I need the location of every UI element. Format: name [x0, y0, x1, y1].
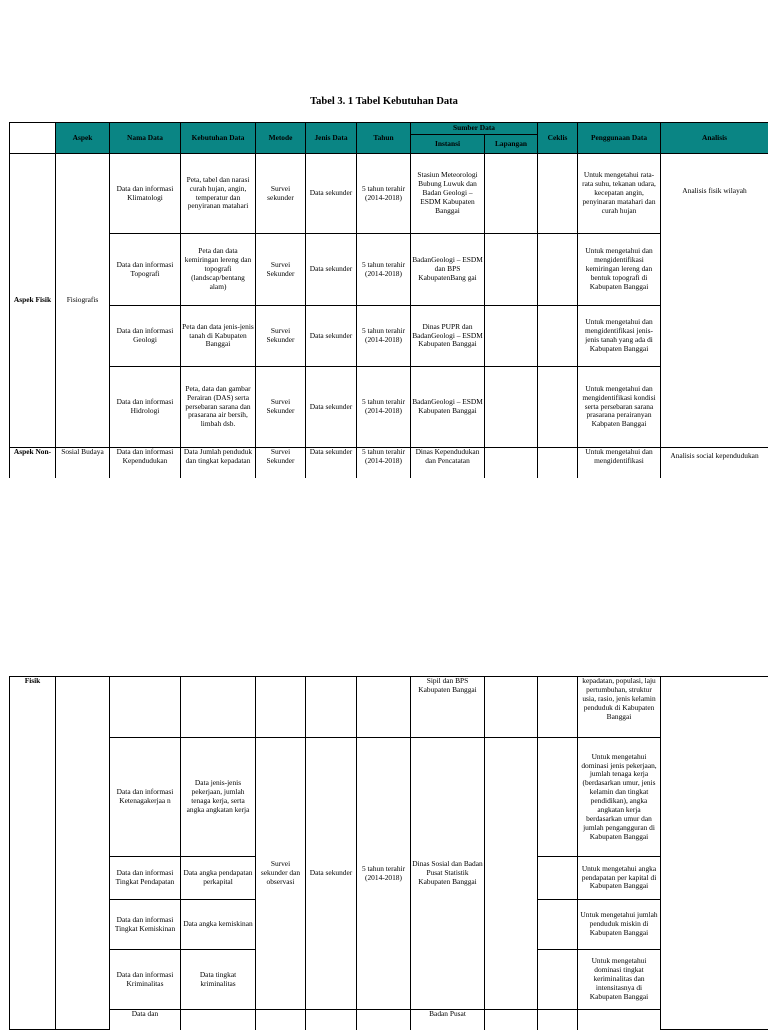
lapangan-cell	[485, 448, 538, 478]
table-title: Tabel 3. 1 Tabel Kebutuhan Data	[0, 96, 768, 107]
instansi-cell: Dinas PUPR dan BadanGeologi – ESDM Kabupaten Banggai	[411, 306, 485, 367]
header-kebutuhan-data: Kebutuhan Data	[181, 123, 256, 154]
aspek-fisik-cont-cell: Fisik	[10, 677, 56, 1030]
nama-data-cell: Data dan informasi Klimatologi	[110, 154, 181, 234]
jenis-data-cell: Data sekunder	[306, 306, 357, 367]
metode-cell: Survei Sekunder	[256, 306, 306, 367]
tahun-cell: 5 tahun terahir (2014-2018)	[357, 306, 411, 367]
analisis-cell	[661, 448, 768, 478]
tahun-cell	[357, 1010, 411, 1030]
nama-data-cell: Data dan informasi Geologi	[110, 306, 181, 367]
kebutuhan-data-cell	[181, 1010, 256, 1030]
analisis-cell	[661, 677, 768, 1030]
header-ceklis: Ceklis	[538, 123, 578, 154]
kebutuhan-data-cell: Peta, data dan gambar Perairan (DAS) serta persebaran sarana dan prasarana air bersih, limbah dsb.	[181, 367, 256, 448]
jenis-data-cell: Data sekunder	[306, 154, 357, 234]
kebutuhan-data-cell: Data angka pendapatan perkapital	[181, 857, 256, 900]
kebutuhan-data-cell: Data jenis-jenis pekerjaan, jumlah tenaga kerja, serta angka angkatan kerja	[181, 738, 256, 857]
ceklis-cell	[538, 154, 578, 234]
jenis-data-cell: Data sekunder	[306, 448, 357, 478]
kebutuhan-data-cell: Peta dan data kemiringan lereng dan topografi (landscap/bentang alam)	[181, 234, 256, 306]
header-lapangan: Lapangan	[485, 135, 538, 154]
tahun-cell	[357, 677, 411, 738]
penggunaan-cell: Untuk mengetahui angka pendapatan per kapital di Kabupaten Banggai	[578, 857, 661, 900]
header-jenis-data: Jenis Data	[306, 123, 357, 154]
header-blank	[10, 123, 56, 154]
jenis-data-cell	[306, 677, 357, 738]
data-needs-table-page2	[9, 676, 768, 1030]
metode-cell: Survei sekunder dan observasi	[256, 738, 306, 1010]
page-break-gap	[0, 482, 768, 672]
jenis-data-cell	[306, 1010, 357, 1030]
penggunaan-cell: Untuk mengetahui rata-rata suhu, tekanan udara, kecepatan angin, penyinaran matahari dan curah hujan	[578, 154, 661, 234]
nama-data-cell: Data dan	[110, 1010, 181, 1030]
tahun-cell: 5 tahun terahir (2014-2018)	[357, 738, 411, 1010]
metode-cell: Survei Sekunder	[256, 234, 306, 306]
penggunaan-cell: Untuk mengetahui dan mengidentifikasi	[578, 448, 661, 478]
lapangan-cell	[485, 738, 538, 1010]
ceklis-cell	[538, 900, 578, 950]
metode-cell: Survei Sekunder	[256, 367, 306, 448]
nama-data-cell: Data dan informasi Ketenagakerjaa n	[110, 738, 181, 857]
ceklis-cell	[538, 738, 578, 857]
lapangan-cell	[485, 234, 538, 306]
instansi-cell: BadanGeologi – ESDM dan BPS KabupatenBang gai	[411, 234, 485, 306]
analisis-text: Analisis social kependudukan	[662, 452, 767, 461]
tahun-cell: 5 tahun terahir (2014-2018)	[357, 448, 411, 478]
aspek-fisik-cell: Aspek Fisik	[10, 154, 56, 448]
tahun-cell: 5 tahun terahir (2014-2018)	[357, 367, 411, 448]
fisiografis-cell: Fisiografis	[56, 154, 110, 448]
nama-data-cell: Data dan informasi Kependudukan	[110, 448, 181, 478]
ceklis-cell	[538, 367, 578, 448]
kebutuhan-data-cell: Peta, tabel dan narasi curah hujan, angin, temperatur dan penyiranan matahari	[181, 154, 256, 234]
penggunaan-cell: Untuk mengetahui dan mengidentifikasi kemiringan lereng dan bentuk topografi di Kabupaten Banggai	[578, 234, 661, 306]
ceklis-cell	[538, 677, 578, 738]
kebutuhan-data-cell: Data angka kemiskinan	[181, 900, 256, 950]
ceklis-cell	[538, 448, 578, 478]
instansi-cell: Stasiun Meteorologi Bubung Luwuk dan Badan Geologi – ESDM Kabupaten Banggai	[411, 154, 485, 234]
jenis-data-cell: Data sekunder	[306, 738, 357, 1010]
nama-data-cell: Data dan informasi Tingkat Pendapatan	[110, 857, 181, 900]
lapangan-cell	[485, 677, 538, 738]
kebutuhan-data-cell	[181, 677, 256, 738]
header-metode: Metode	[256, 123, 306, 154]
metode-cell: Survei sekunder	[256, 154, 306, 234]
penggunaan-cell: Untuk mengetahui dan mengidentifikasi jenis-jenis tanah yang ada di Kabupaten Banggai	[578, 306, 661, 367]
ceklis-cell	[538, 950, 578, 1010]
analisis-text: Analisis fisik wilayah	[662, 187, 767, 196]
penggunaan-cell: Untuk mengetahui dominasi tingkat keriminalitas dan intensitasnya di Kabupaten Banggai	[578, 950, 661, 1010]
instansi-cell: Dinas Sosial dan Badan Pusat Statistik Kabupaten Banggai	[411, 738, 485, 1010]
ceklis-cell	[538, 857, 578, 900]
ceklis-cell	[538, 234, 578, 306]
nama-data-cell	[110, 677, 181, 738]
ceklis-cell	[538, 306, 578, 367]
header-instansi: Instansi	[411, 135, 485, 154]
penggunaan-cell: Untuk mengetahui jumlah penduduk miskin di Kabupaten Banggai	[578, 900, 661, 950]
kebutuhan-data-cell: Data Jumlah penduduk dan tingkat kepadatan	[181, 448, 256, 478]
nama-data-cell: Data dan informasi Kriminalitas	[110, 950, 181, 1010]
header-analisis: Analisis	[661, 123, 768, 154]
instansi-cell: Badan Pusat	[411, 1010, 485, 1030]
penggunaan-cell: Untuk mengetahui dominasi jenis pekerjaan, jumlah tenaga kerja (berdasarkan umur, jenis kelamin dan tingkat pendidikan), angka angkatan kerja berdasarkan umur dan jumlah pengangguran di Kabupaten Banggai	[578, 738, 661, 857]
aspek-non-fisik-cell: Aspek Non-	[10, 448, 56, 478]
lapangan-cell	[485, 367, 538, 448]
sosial-budaya-cell: Sosial Budaya	[56, 448, 110, 478]
sub-aspek-cell	[56, 677, 110, 1030]
instansi-cell: Sipil dan BPS Kabupaten Banggai	[411, 677, 485, 738]
kebutuhan-data-cell: Data tingkat kriminalitas	[181, 950, 256, 1010]
data-needs-table-page1	[9, 122, 768, 478]
header-nama-data: Nama Data	[110, 123, 181, 154]
header-sumber-data: Sumber Data	[411, 123, 538, 135]
lapangan-cell	[485, 1010, 538, 1030]
penggunaan-cell: Untuk mengetahui dan mengidentifikasi kondisi serta persebaran sarana prasarana perairanyan Kabpaten Banggai	[578, 367, 661, 448]
instansi-cell: Dinas Kependudukan dan Pencatatan	[411, 448, 485, 478]
kebutuhan-data-cell: Peta dan data jenis-jenis tanah di Kabupaten Banggai	[181, 306, 256, 367]
metode-cell	[256, 1010, 306, 1030]
ceklis-cell	[538, 1010, 578, 1030]
penggunaan-cell	[578, 1010, 661, 1030]
header-tahun: Tahun	[357, 123, 411, 154]
tahun-cell: 5 tahun terahir (2014-2018)	[357, 234, 411, 306]
instansi-cell: BadanGeologi – ESDM Kabupaten Banggai	[411, 367, 485, 448]
jenis-data-cell: Data sekunder	[306, 367, 357, 448]
jenis-data-cell: Data sekunder	[306, 234, 357, 306]
header-penggunaan-data: Penggunaan Data	[578, 123, 661, 154]
tahun-cell: 5 tahun terahir (2014-2018)	[357, 154, 411, 234]
nama-data-cell: Data dan informasi Hidrologi	[110, 367, 181, 448]
nama-data-cell: Data dan informasi Topografi	[110, 234, 181, 306]
lapangan-cell	[485, 306, 538, 367]
analisis-cell	[661, 154, 768, 448]
lapangan-cell	[485, 154, 538, 234]
metode-cell: Survei Sekunder	[256, 448, 306, 478]
nama-data-cell: Data dan informasi Tingkat Kemiskinan	[110, 900, 181, 950]
header-aspek: Aspek	[56, 123, 110, 154]
metode-cell	[256, 677, 306, 738]
penggunaan-cell: kepadatan, populasi, laju pertumbuhan, struktur usia, rasio, jenis kelamin penduduk di Kabupaten Banggai	[578, 677, 661, 738]
